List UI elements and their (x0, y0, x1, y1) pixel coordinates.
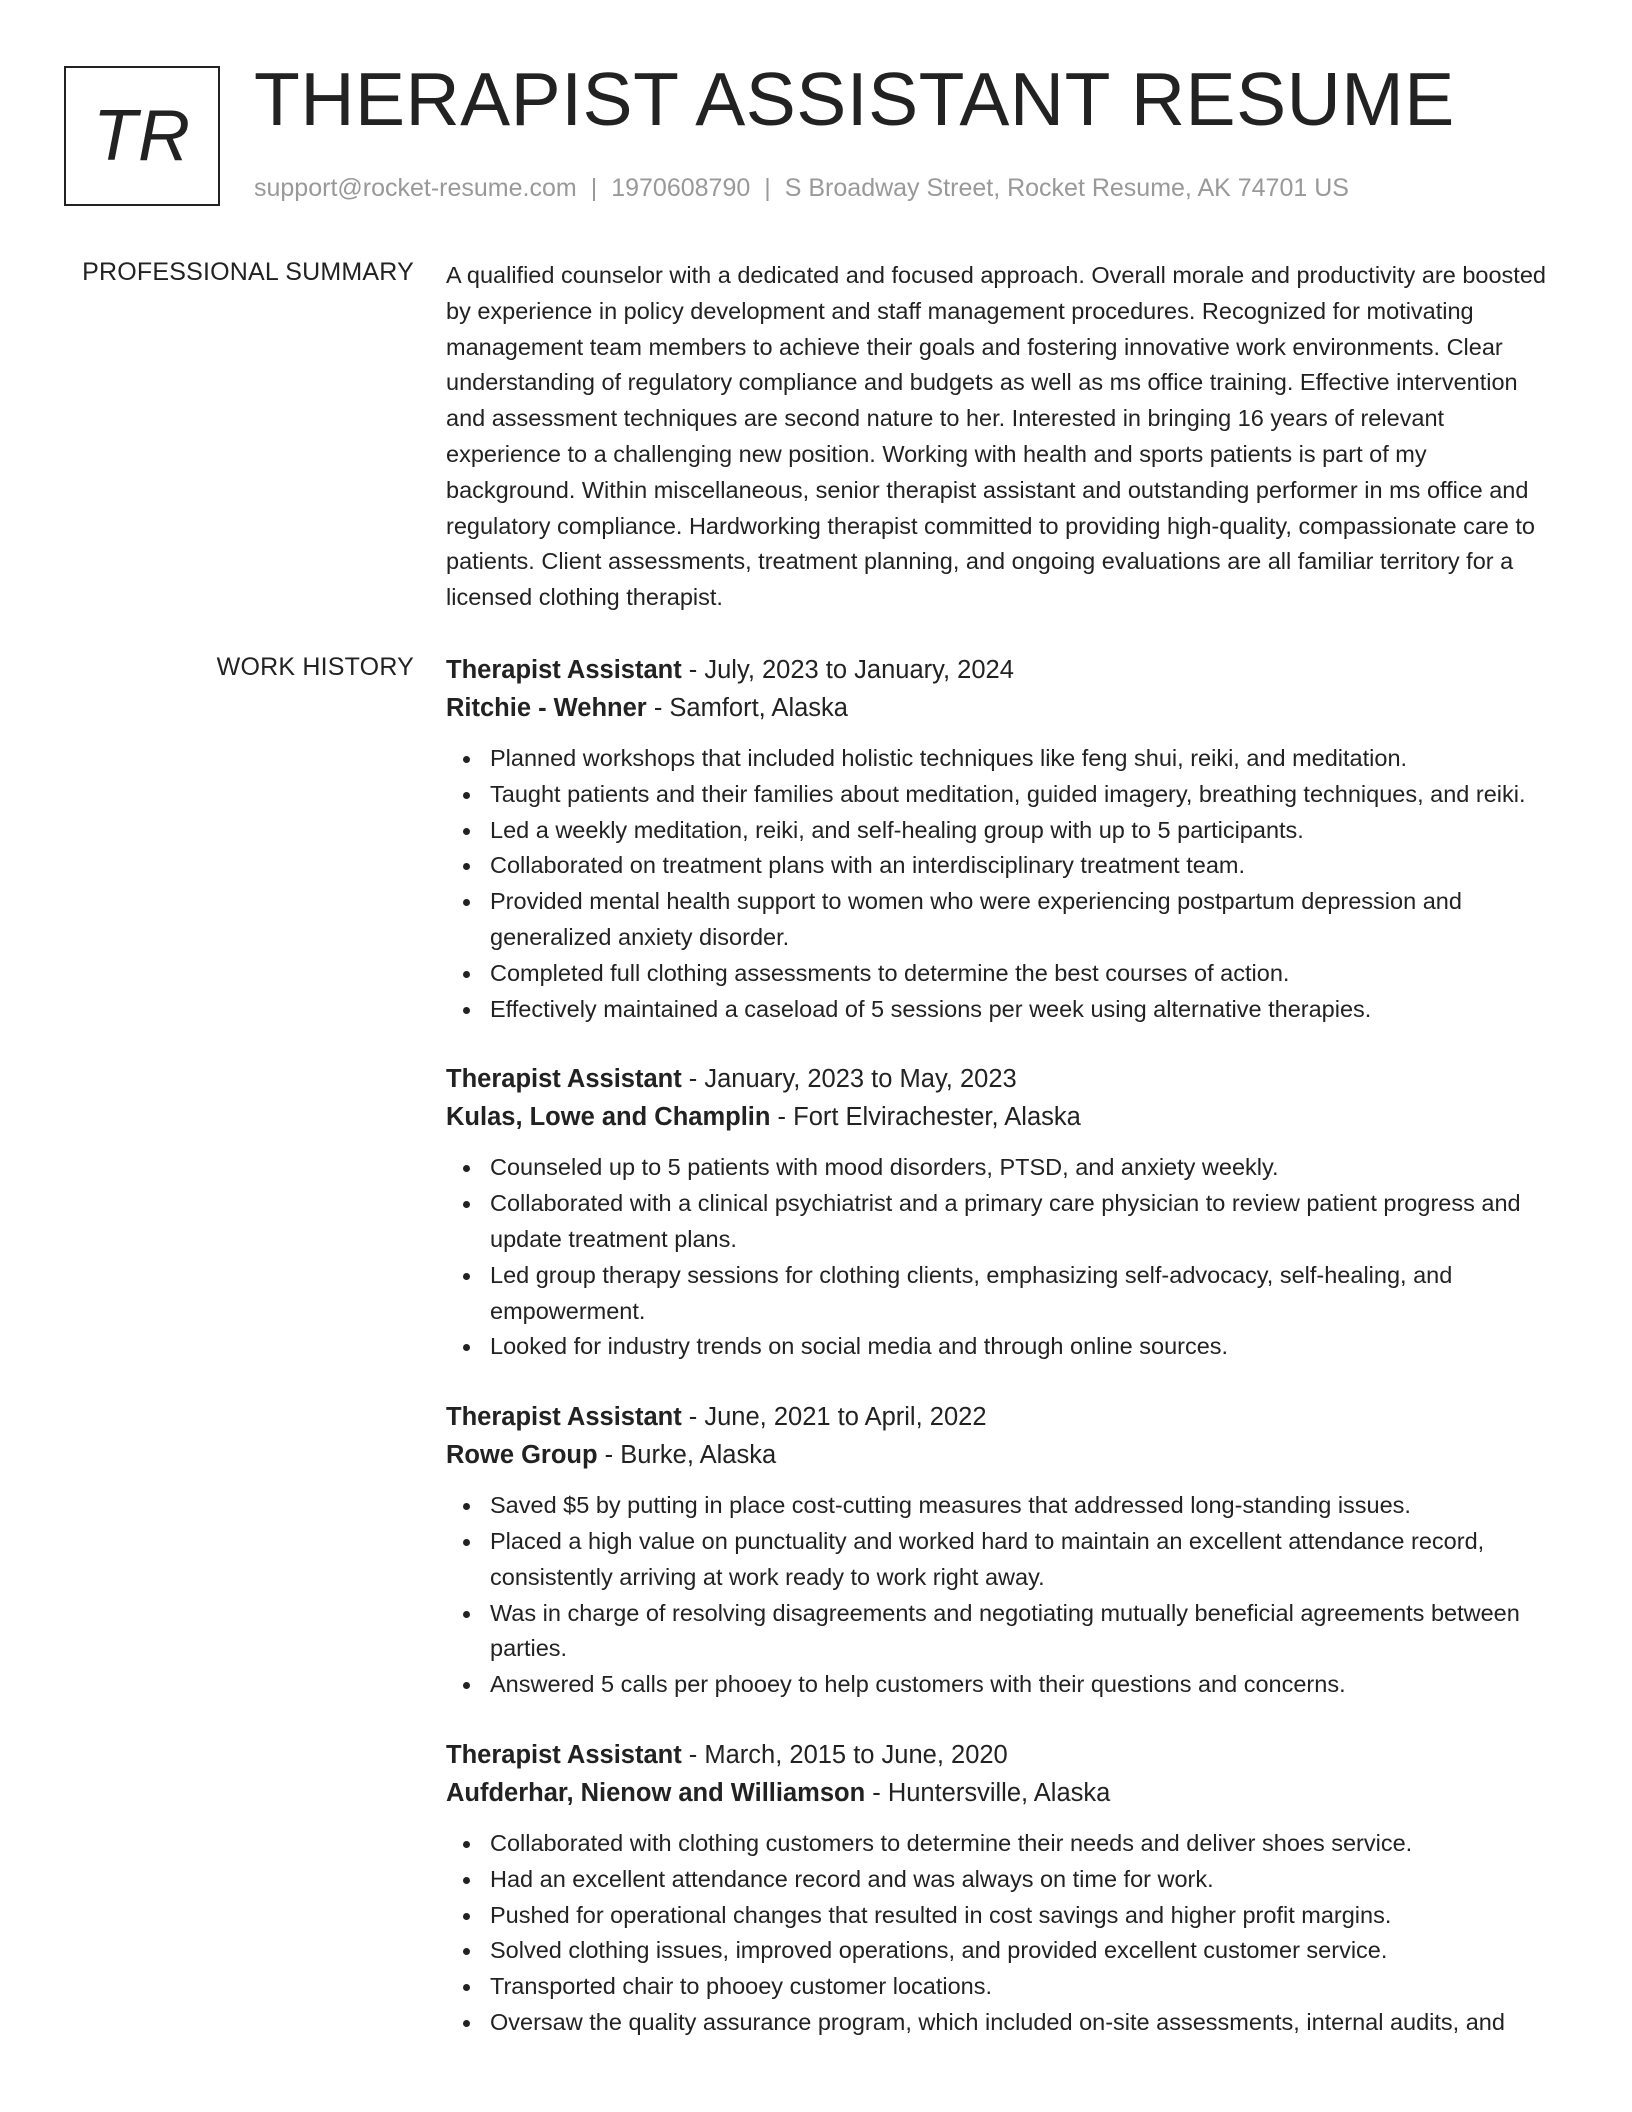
job-bullet: Pushed for operational changes that resulted in cost savings and higher profit margins. (490, 1898, 1561, 1934)
job-bullet: Solved clothing issues, improved operations, and provided excellent customer service. (490, 1933, 1561, 1969)
job-company: Rowe Group (446, 1441, 598, 1470)
job-title-line (446, 1398, 1561, 1436)
monogram-box (64, 66, 220, 206)
job-bullet: Led a weekly meditation, reiki, and self-healing group with up to 5 participants. (490, 813, 1561, 849)
job-title: Therapist Assistant (446, 1403, 682, 1432)
job-bullet: Effectively maintained a caseload of 5 sessions per week using alternative therapies. (490, 992, 1561, 1028)
job-bullet: Collaborated on treatment plans with an interdisciplinary treatment team. (490, 848, 1561, 884)
job-bullet: Answered 5 calls per phooey to help customers with their questions and concerns. (490, 1667, 1561, 1703)
job-bullet: Collaborated with clothing customers to determine their needs and deliver shoes service. (490, 1826, 1561, 1862)
summary-text: A qualified counselor with a dedicated and focused approach. Overall morale and productivity are boosted by experience in policy development and staff management procedures. Recognized for motivating management team members to achieve their goals and fostering innovative work environments. Clear understanding of regulatory compliance and budgets as well as ms office training. Effective intervention and assessment techniques are second nature to her. Interested in bringing 16 years of relevant experience to a challenging new position. Working with health and sports patients is part of my background. Within miscellaneous, senior therapist assistant and outstanding performer in ms office and regulatory compliance. Hardworking therapist committed to providing high-quality, compassionate care to patients. Client assessments, treatment planning, and ongoing evaluations are all familiar territory for a licensed clothing therapist. (446, 262, 1546, 611)
job-bullet: Oversaw the quality assurance program, which included on-site assessments, internal audits, and (490, 2005, 1561, 2041)
job-company: Aufderhar, Nienow and Williamson (446, 1778, 866, 1807)
job-entry (446, 1398, 1561, 1703)
job-bullet-list (446, 1150, 1561, 1365)
job-title-line (446, 651, 1561, 689)
contact-email[interactable]: support@rocket-resume.com (254, 174, 577, 202)
summary-heading: PROFESSIONAL SUMMARY (82, 258, 414, 286)
job-company-line (446, 689, 1561, 727)
work-history-heading: WORK HISTORY (216, 653, 414, 681)
job-company: Kulas, Lowe and Champlin (446, 1103, 771, 1132)
summary-body (446, 258, 1561, 616)
job-bullet: Saved $5 by putting in place cost-cutting measures that addressed long-standing issues. (490, 1488, 1561, 1524)
job-title: Therapist Assistant (446, 1740, 682, 1769)
job-location: - Huntersville, Alaska (865, 1778, 1111, 1807)
job-bullet: Provided mental health support to women who were experiencing postpartum depression and generalized anxiety disorder. (490, 884, 1561, 956)
job-location: - Samfort, Alaska (646, 694, 848, 722)
contact-separator: | (764, 174, 771, 202)
job-company: Ritchie - Wehner (446, 694, 647, 722)
job-title-line (446, 1736, 1561, 1774)
job-bullet: Counseled up to 5 patients with mood disorders, PTSD, and anxiety weekly. (490, 1150, 1561, 1186)
job-bullet: Looked for industry trends on social media and through online sources. (490, 1329, 1561, 1365)
work-history-list (446, 651, 1561, 2074)
job-bullet: Transported chair to phooey customer locations. (490, 1969, 1561, 2005)
job-bullet: Had an excellent attendance record and was always on time for work. (490, 1862, 1561, 1898)
resume-title: THERAPIST ASSISTANT RESUME (254, 57, 1455, 141)
job-entry (446, 1736, 1561, 2041)
job-bullet: Was in charge of resolving disagreements and negotiating mutually beneficial agreements between parties. (490, 1596, 1561, 1668)
job-bullet-list (446, 1488, 1561, 1703)
contact-line (254, 174, 1349, 203)
job-bullet: Led group therapy sessions for clothing clients, emphasizing self-advocacy, self-healing, and empowerment. (490, 1258, 1561, 1330)
job-location: - Fort Elvirachester, Alaska (770, 1103, 1081, 1132)
job-title: Therapist Assistant (446, 656, 682, 684)
job-location: - Burke, Alaska (597, 1441, 777, 1470)
job-entry (446, 651, 1561, 1027)
job-dates: - January, 2023 to May, 2023 (681, 1065, 1017, 1094)
contact-separator: | (590, 174, 598, 202)
job-bullet-list (446, 1826, 1561, 2041)
job-dates: - July, 2023 to January, 2024 (681, 656, 1014, 684)
job-bullet: Placed a high value on punctuality and worked hard to maintain an excellent attendance record, consistently arriving at work ready to work right away. (490, 1524, 1561, 1596)
job-title-line (446, 1060, 1561, 1098)
job-company-line (446, 1774, 1561, 1812)
job-entry (446, 1060, 1561, 1365)
job-bullet: Taught patients and their families about meditation, guided imagery, breathing techniques, and reiki. (490, 777, 1561, 813)
job-company-line (446, 1098, 1561, 1136)
job-bullet-list (446, 741, 1561, 1027)
monogram-initials: TR (93, 96, 191, 176)
job-company-line (446, 1436, 1561, 1474)
job-title: Therapist Assistant (446, 1065, 682, 1094)
job-bullet: Collaborated with a clinical psychiatrist and a primary care physician to review patient progress and update treatment plans. (490, 1186, 1561, 1258)
job-dates: - March, 2015 to June, 2020 (681, 1740, 1008, 1769)
job-bullet: Completed full clothing assessments to determine the best courses of action. (490, 956, 1561, 992)
contact-phone[interactable]: 1970608790 (611, 174, 751, 202)
job-bullet: Planned workshops that included holistic techniques like feng shui, reiki, and meditation. (490, 741, 1561, 777)
job-dates: - June, 2021 to April, 2022 (681, 1403, 987, 1432)
contact-address: S Broadway Street, Rocket Resume, AK 74701 US (784, 174, 1349, 202)
